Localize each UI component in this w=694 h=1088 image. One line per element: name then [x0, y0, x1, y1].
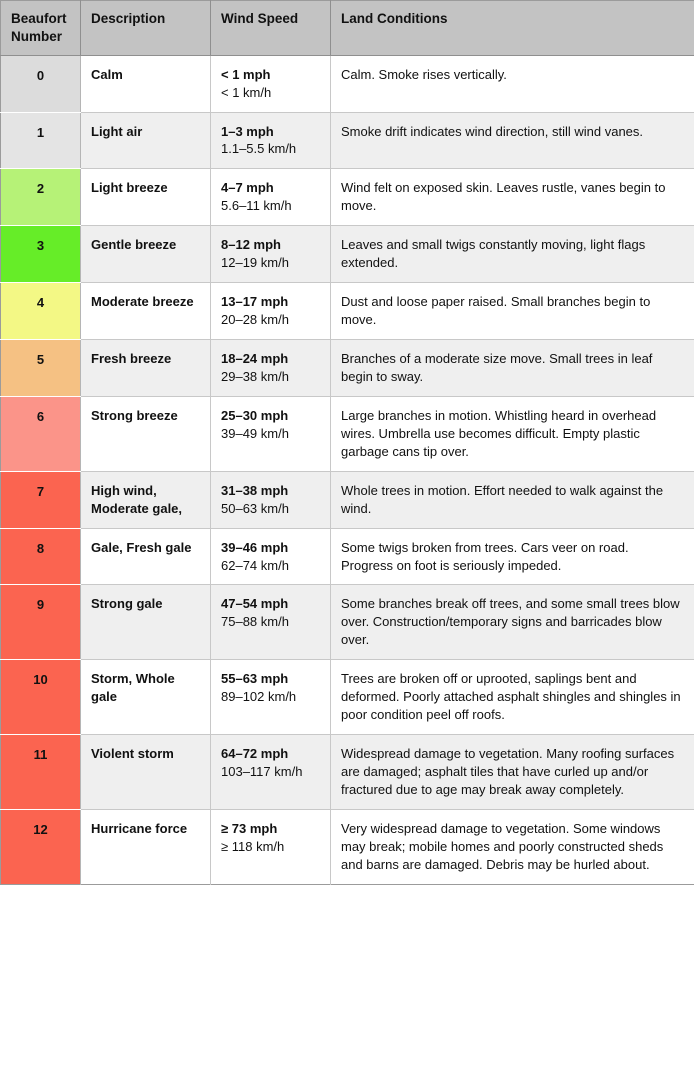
cell-beaufort-number: 6	[1, 396, 81, 471]
table-row	[1, 660, 694, 735]
cell-description: Moderate breeze	[81, 283, 211, 340]
table-row	[1, 396, 694, 471]
cell-land-conditions: Trees are broken off or uprooted, saplings bent and deformed. Poorly attached asphalt shingles and shingles in poor condition peel off roofs.	[331, 660, 694, 735]
cell-wind-speed	[211, 809, 331, 884]
wind-speed-mph: 25–30 mph	[221, 407, 289, 423]
cell-description: Storm, Whole gale	[81, 660, 211, 735]
cell-wind-speed	[211, 226, 331, 283]
table-row	[1, 735, 694, 810]
wind-speed-kmh: ≥ 118 km/h	[221, 838, 285, 854]
cell-beaufort-number: 5	[1, 340, 81, 397]
cell-wind-speed	[211, 340, 331, 397]
table-row	[1, 809, 694, 884]
table-header	[1, 1, 694, 56]
wind-speed-kmh: 1.1–5.5 km/h	[221, 141, 297, 157]
cell-land-conditions: Dust and loose paper raised. Small branches begin to move.	[331, 283, 694, 340]
table-row	[1, 585, 694, 660]
wind-speed-kmh: < 1 km/h	[221, 84, 272, 100]
cell-beaufort-number: 8	[1, 528, 81, 585]
wind-speed-kmh: 12–19 km/h	[221, 255, 289, 271]
cell-land-conditions: Calm. Smoke rises vertically.	[331, 55, 694, 112]
wind-speed-kmh: 29–38 km/h	[221, 368, 289, 384]
wind-speed-kmh: 50–63 km/h	[221, 500, 289, 516]
table-body	[1, 55, 694, 884]
cell-description: Gentle breeze	[81, 226, 211, 283]
cell-beaufort-number: 4	[1, 283, 81, 340]
column-header-description: Description	[81, 1, 211, 56]
wind-speed-mph: 47–54 mph	[221, 596, 289, 612]
wind-speed-kmh: 39–49 km/h	[221, 425, 289, 441]
wind-speed-mph: 8–12 mph	[221, 237, 281, 253]
table-row	[1, 340, 694, 397]
cell-description: Calm	[81, 55, 211, 112]
cell-beaufort-number: 2	[1, 169, 81, 226]
wind-speed-mph: 1–3 mph	[221, 123, 274, 139]
wind-speed-mph: 31–38 mph	[221, 482, 289, 498]
table-row	[1, 283, 694, 340]
cell-wind-speed	[211, 528, 331, 585]
cell-wind-speed	[211, 112, 331, 169]
header-row	[1, 1, 694, 56]
cell-description: High wind, Moderate gale,	[81, 471, 211, 528]
cell-land-conditions: Branches of a moderate size move. Small trees in leaf begin to sway.	[331, 340, 694, 397]
cell-land-conditions: Whole trees in motion. Effort needed to walk against the wind.	[331, 471, 694, 528]
wind-speed-mph: < 1 mph	[221, 66, 271, 82]
wind-speed-kmh: 20–28 km/h	[221, 312, 289, 328]
cell-wind-speed	[211, 660, 331, 735]
column-header-beaufort-number: Beaufort Number	[1, 1, 81, 56]
cell-land-conditions: Very widespread damage to vegetation. Some windows may break; mobile homes and poorly constructed sheds and barns are damaged. Debris may be hurled about.	[331, 809, 694, 884]
cell-beaufort-number: 0	[1, 55, 81, 112]
cell-land-conditions: Large branches in motion. Whistling heard in overhead wires. Umbrella use becomes difficult. Empty plastic garbage cans tip over.	[331, 396, 694, 471]
cell-beaufort-number: 11	[1, 735, 81, 810]
cell-beaufort-number: 12	[1, 809, 81, 884]
cell-wind-speed	[211, 471, 331, 528]
cell-land-conditions: Wind felt on exposed skin. Leaves rustle, vanes begin to move.	[331, 169, 694, 226]
cell-land-conditions: Widespread damage to vegetation. Many roofing surfaces are damaged; asphalt tiles that have curled up and/or fractured due to age may break away completely.	[331, 735, 694, 810]
wind-speed-kmh: 5.6–11 km/h	[221, 198, 292, 214]
cell-beaufort-number: 10	[1, 660, 81, 735]
cell-description: Hurricane force	[81, 809, 211, 884]
wind-speed-kmh: 89–102 km/h	[221, 689, 297, 705]
cell-beaufort-number: 7	[1, 471, 81, 528]
cell-description: Fresh breeze	[81, 340, 211, 397]
cell-wind-speed	[211, 55, 331, 112]
cell-land-conditions: Some twigs broken from trees. Cars veer on road. Progress on foot is seriously impeded.	[331, 528, 694, 585]
cell-wind-speed	[211, 283, 331, 340]
table-row	[1, 528, 694, 585]
cell-beaufort-number: 9	[1, 585, 81, 660]
table-row	[1, 226, 694, 283]
table-row	[1, 471, 694, 528]
wind-speed-mph: 18–24 mph	[221, 351, 289, 366]
wind-speed-mph: 4–7 mph	[221, 180, 274, 196]
wind-speed-mph: 39–46 mph	[221, 539, 289, 555]
cell-description: Violent storm	[81, 735, 211, 810]
cell-wind-speed	[211, 585, 331, 660]
cell-land-conditions: Smoke drift indicates wind direction, still wind vanes.	[331, 112, 694, 169]
wind-speed-mph: ≥ 73 mph	[221, 820, 278, 836]
wind-speed-mph: 64–72 mph	[221, 746, 289, 762]
cell-description: Gale, Fresh gale	[81, 528, 211, 585]
column-header-land-conditions: Land Conditions	[331, 1, 694, 56]
wind-speed-mph: 55–63 mph	[221, 671, 289, 687]
cell-description: Light air	[81, 112, 211, 169]
wind-speed-kmh: 62–74 km/h	[221, 557, 289, 573]
cell-wind-speed	[211, 396, 331, 471]
table-row	[1, 112, 694, 169]
cell-beaufort-number: 3	[1, 226, 81, 283]
wind-speed-kmh: 103–117 km/h	[221, 764, 303, 779]
cell-wind-speed	[211, 735, 331, 810]
cell-description: Strong gale	[81, 585, 211, 660]
column-header-wind-speed: Wind Speed	[211, 1, 331, 56]
table-row	[1, 169, 694, 226]
table-row	[1, 55, 694, 112]
wind-speed-mph: 13–17 mph	[221, 294, 289, 310]
cell-description: Strong breeze	[81, 396, 211, 471]
cell-land-conditions: Some branches break off trees, and some small trees blow over. Construction/temporary signs and barricades blow over.	[331, 585, 694, 660]
wind-speed-kmh: 75–88 km/h	[221, 614, 289, 630]
cell-land-conditions: Leaves and small twigs constantly moving, light flags extended.	[331, 226, 694, 283]
cell-wind-speed	[211, 169, 331, 226]
cell-beaufort-number: 1	[1, 112, 81, 169]
cell-description: Light breeze	[81, 169, 211, 226]
